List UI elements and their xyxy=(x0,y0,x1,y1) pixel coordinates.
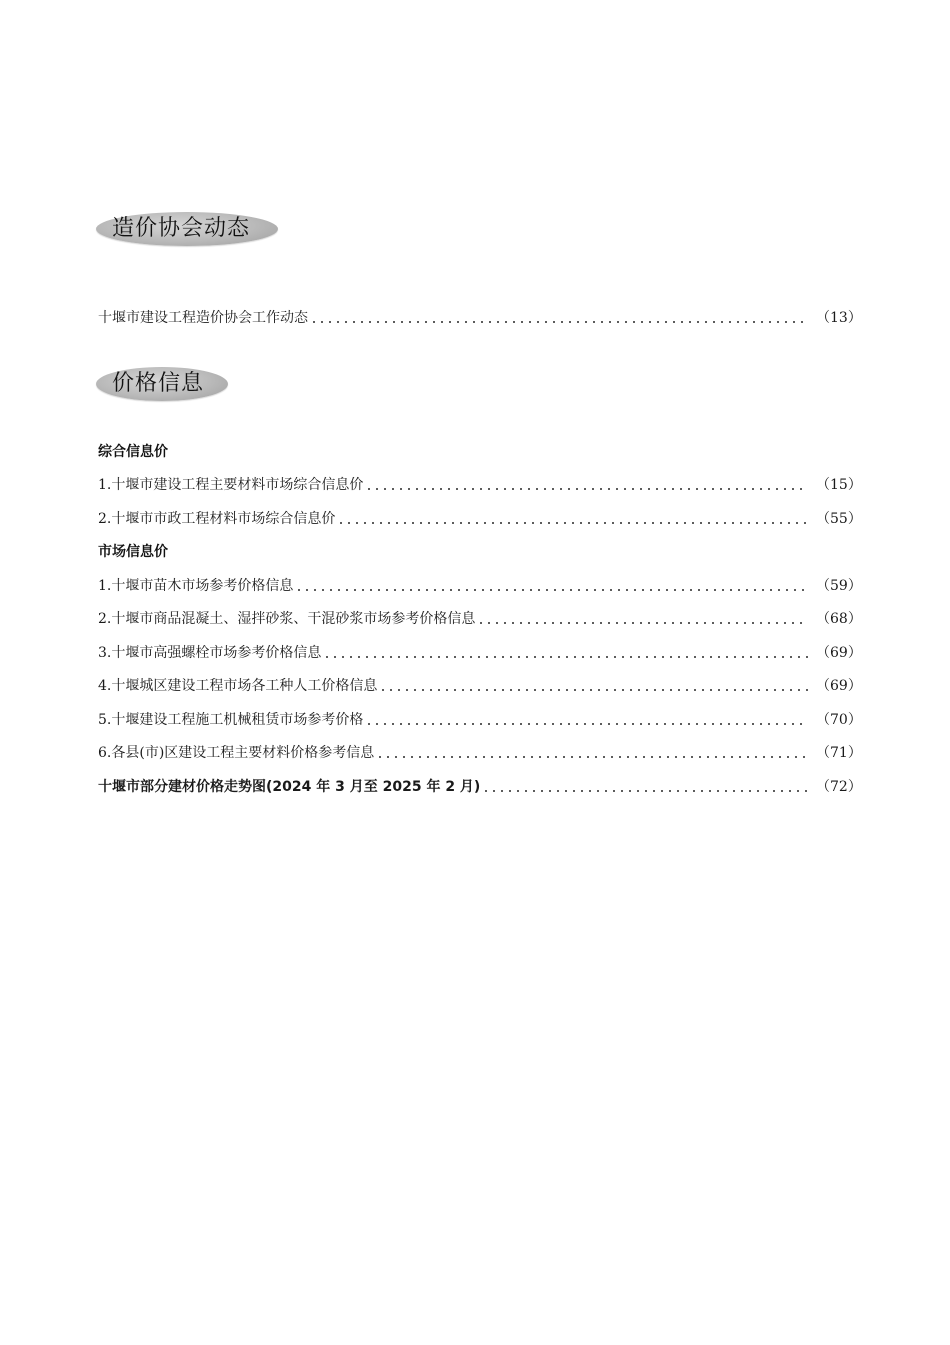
toc-entry-page: （15） xyxy=(816,477,862,493)
group-heading-market-price: 市场信息价 xyxy=(98,544,168,560)
toc-entry-page: （55） xyxy=(816,511,862,527)
toc-entry-page: （71） xyxy=(816,745,862,761)
toc-entry-page: （72） xyxy=(816,779,862,795)
toc-entry-price-trend[interactable] xyxy=(98,776,862,798)
toc-entry[interactable] xyxy=(98,675,862,697)
toc-entry[interactable] xyxy=(98,307,862,329)
toc-entry-title: 十堰市部分建材价格走势图(2024 年 3 月至 2025 年 2 月) xyxy=(98,779,481,795)
toc-entry-title: 3.十堰市高强螺栓市场参考价格信息 xyxy=(98,645,322,661)
dot-leader xyxy=(365,474,808,496)
section-title-association-news: 造价协会动态 xyxy=(112,216,251,241)
dot-leader xyxy=(323,642,808,664)
toc-entry-title: 6.各县(市)区建设工程主要材料价格参考信息 xyxy=(98,745,375,761)
group-heading-composite-price: 综合信息价 xyxy=(98,444,168,460)
dot-leader xyxy=(477,608,808,630)
toc-entry-title: 2.十堰市商品混凝土、湿拌砂浆、干混砂浆市场参考价格信息 xyxy=(98,611,476,627)
toc-entry[interactable] xyxy=(98,642,862,664)
toc-entry-page: （69） xyxy=(816,645,862,661)
toc-entry[interactable] xyxy=(98,608,862,630)
section-title-price-info: 价格信息 xyxy=(112,371,205,396)
toc-entry-title: 2.十堰市市政工程材料市场综合信息价 xyxy=(98,511,336,527)
toc-entry-title: 十堰市建设工程造价协会工作动态 xyxy=(98,310,308,326)
toc-entry-title: 1.十堰市苗木市场参考价格信息 xyxy=(98,578,294,594)
toc-entry-page: （70） xyxy=(816,712,862,728)
toc-entry-title: 5.十堰建设工程施工机械租赁市场参考价格 xyxy=(98,712,364,728)
dot-leader xyxy=(376,742,808,764)
dot-leader xyxy=(337,508,808,530)
toc-entry[interactable] xyxy=(98,742,862,764)
toc-entry[interactable] xyxy=(98,508,862,530)
dot-leader xyxy=(379,675,808,697)
dot-leader xyxy=(295,575,808,597)
toc-entry-page: （59） xyxy=(816,578,862,594)
dot-leader xyxy=(365,709,808,731)
dot-leader xyxy=(482,776,808,798)
toc-entry-page: （68） xyxy=(816,611,862,627)
toc-entry-page: （69） xyxy=(816,678,862,694)
toc-entry-page: （13） xyxy=(816,310,862,326)
toc-entry-title: 4.十堰城区建设工程市场各工种人工价格信息 xyxy=(98,678,378,694)
toc-entry[interactable] xyxy=(98,709,862,731)
toc-entry[interactable] xyxy=(98,474,862,496)
toc-entry-title: 1.十堰市建设工程主要材料市场综合信息价 xyxy=(98,477,364,493)
toc-entry[interactable] xyxy=(98,575,862,597)
dot-leader xyxy=(310,307,808,329)
